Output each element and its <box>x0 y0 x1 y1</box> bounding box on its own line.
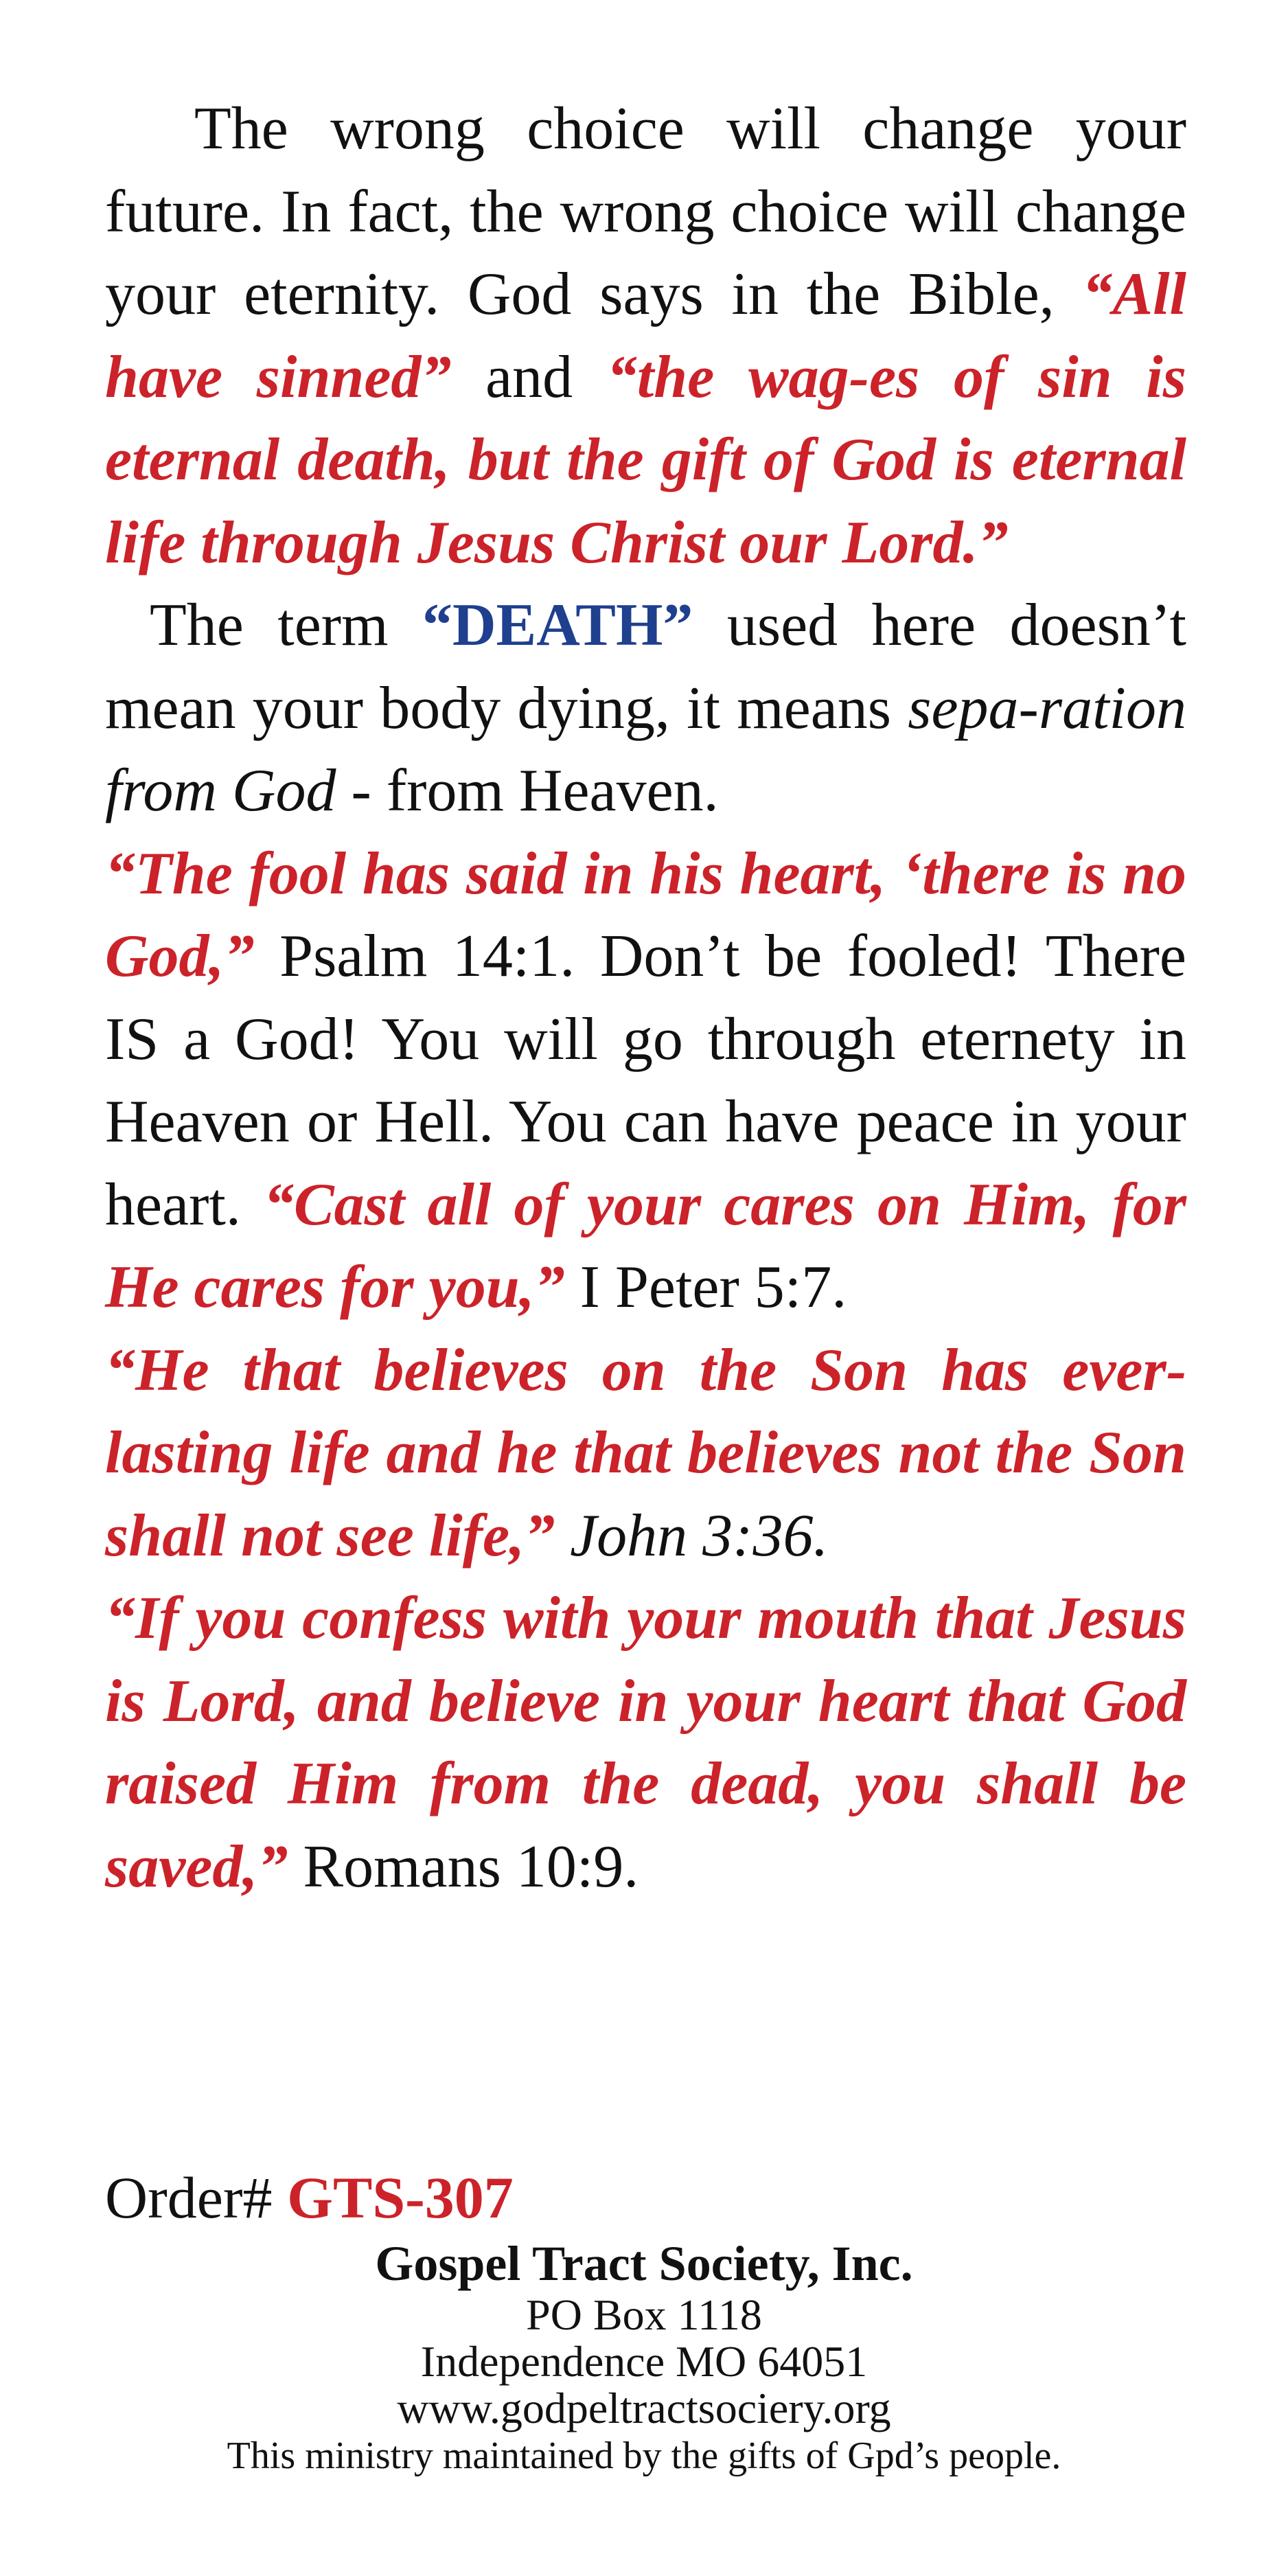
organization-name: Gospel Tract Society, Inc. <box>375 2236 913 2291</box>
city-line: Independence MO 64051 <box>420 2337 868 2386</box>
order-code: GTS-307 <box>287 2165 514 2231</box>
text: The wrong choice will change your future. In fact, the wrong choice will change your eternity. God says in the Bible, <box>105 95 1186 328</box>
scripture-quote: “Cast all of your cares on Him, for He cares for you,” <box>105 1171 1186 1321</box>
scripture-quote: “He that believes on the Son has ever-lasting life and he that believes not the Son shall not see life,” <box>105 1336 1186 1569</box>
paragraph-wrong-choice <box>105 88 1186 584</box>
text: The term <box>150 592 422 659</box>
tract-body <box>105 88 1186 1908</box>
po-box: PO Box 1118 <box>526 2290 762 2339</box>
emphasis-term: “DEATH” <box>422 592 693 659</box>
italic-phrase: sepa-ration from God <box>105 674 1186 824</box>
scripture-quote: “If you confess with your mouth that Jesus is Lord, and believe in your heart that God raised Him from the dead, you shall be saved,” <box>105 1585 1186 1900</box>
text: Psalm 14:1. Don’t be fooled! There IS a God! You will go through eternety in Heaven or Hell. You can have peace in your heart. <box>105 923 1186 1238</box>
scripture-quote: “All have sinned” <box>105 261 1186 411</box>
scripture-reference: Romans 10:9. <box>288 1833 639 1900</box>
text: and <box>451 343 607 411</box>
order-number <box>105 2163 514 2232</box>
publisher-footer <box>0 2235 1288 2480</box>
paragraph-romans <box>105 1577 1186 1908</box>
scripture-reference: John 3:36. <box>555 1502 829 1569</box>
ministry-note: This ministry maintained by the gifts of Gpd’s people. <box>227 2435 1061 2477</box>
paragraph-psalm <box>105 833 1186 1330</box>
text: I Peter 5:7. <box>564 1254 847 1321</box>
website: www.godpeltractsociery.org <box>397 2384 891 2432</box>
scripture-quote: “the wag-es of sin is eternal death, but the gift of God is eternal life through Jesus Christ our Lord.” <box>105 343 1187 576</box>
text: used here doesn’t mean your body dying, it means <box>105 592 1186 742</box>
text: - from Heaven. <box>336 757 719 824</box>
paragraph-john <box>105 1330 1186 1578</box>
paragraph-death-term <box>105 584 1186 833</box>
scripture-quote: “The fool has said in his heart, ‘there is no God,” <box>105 840 1186 990</box>
order-label: Order# <box>105 2165 288 2231</box>
